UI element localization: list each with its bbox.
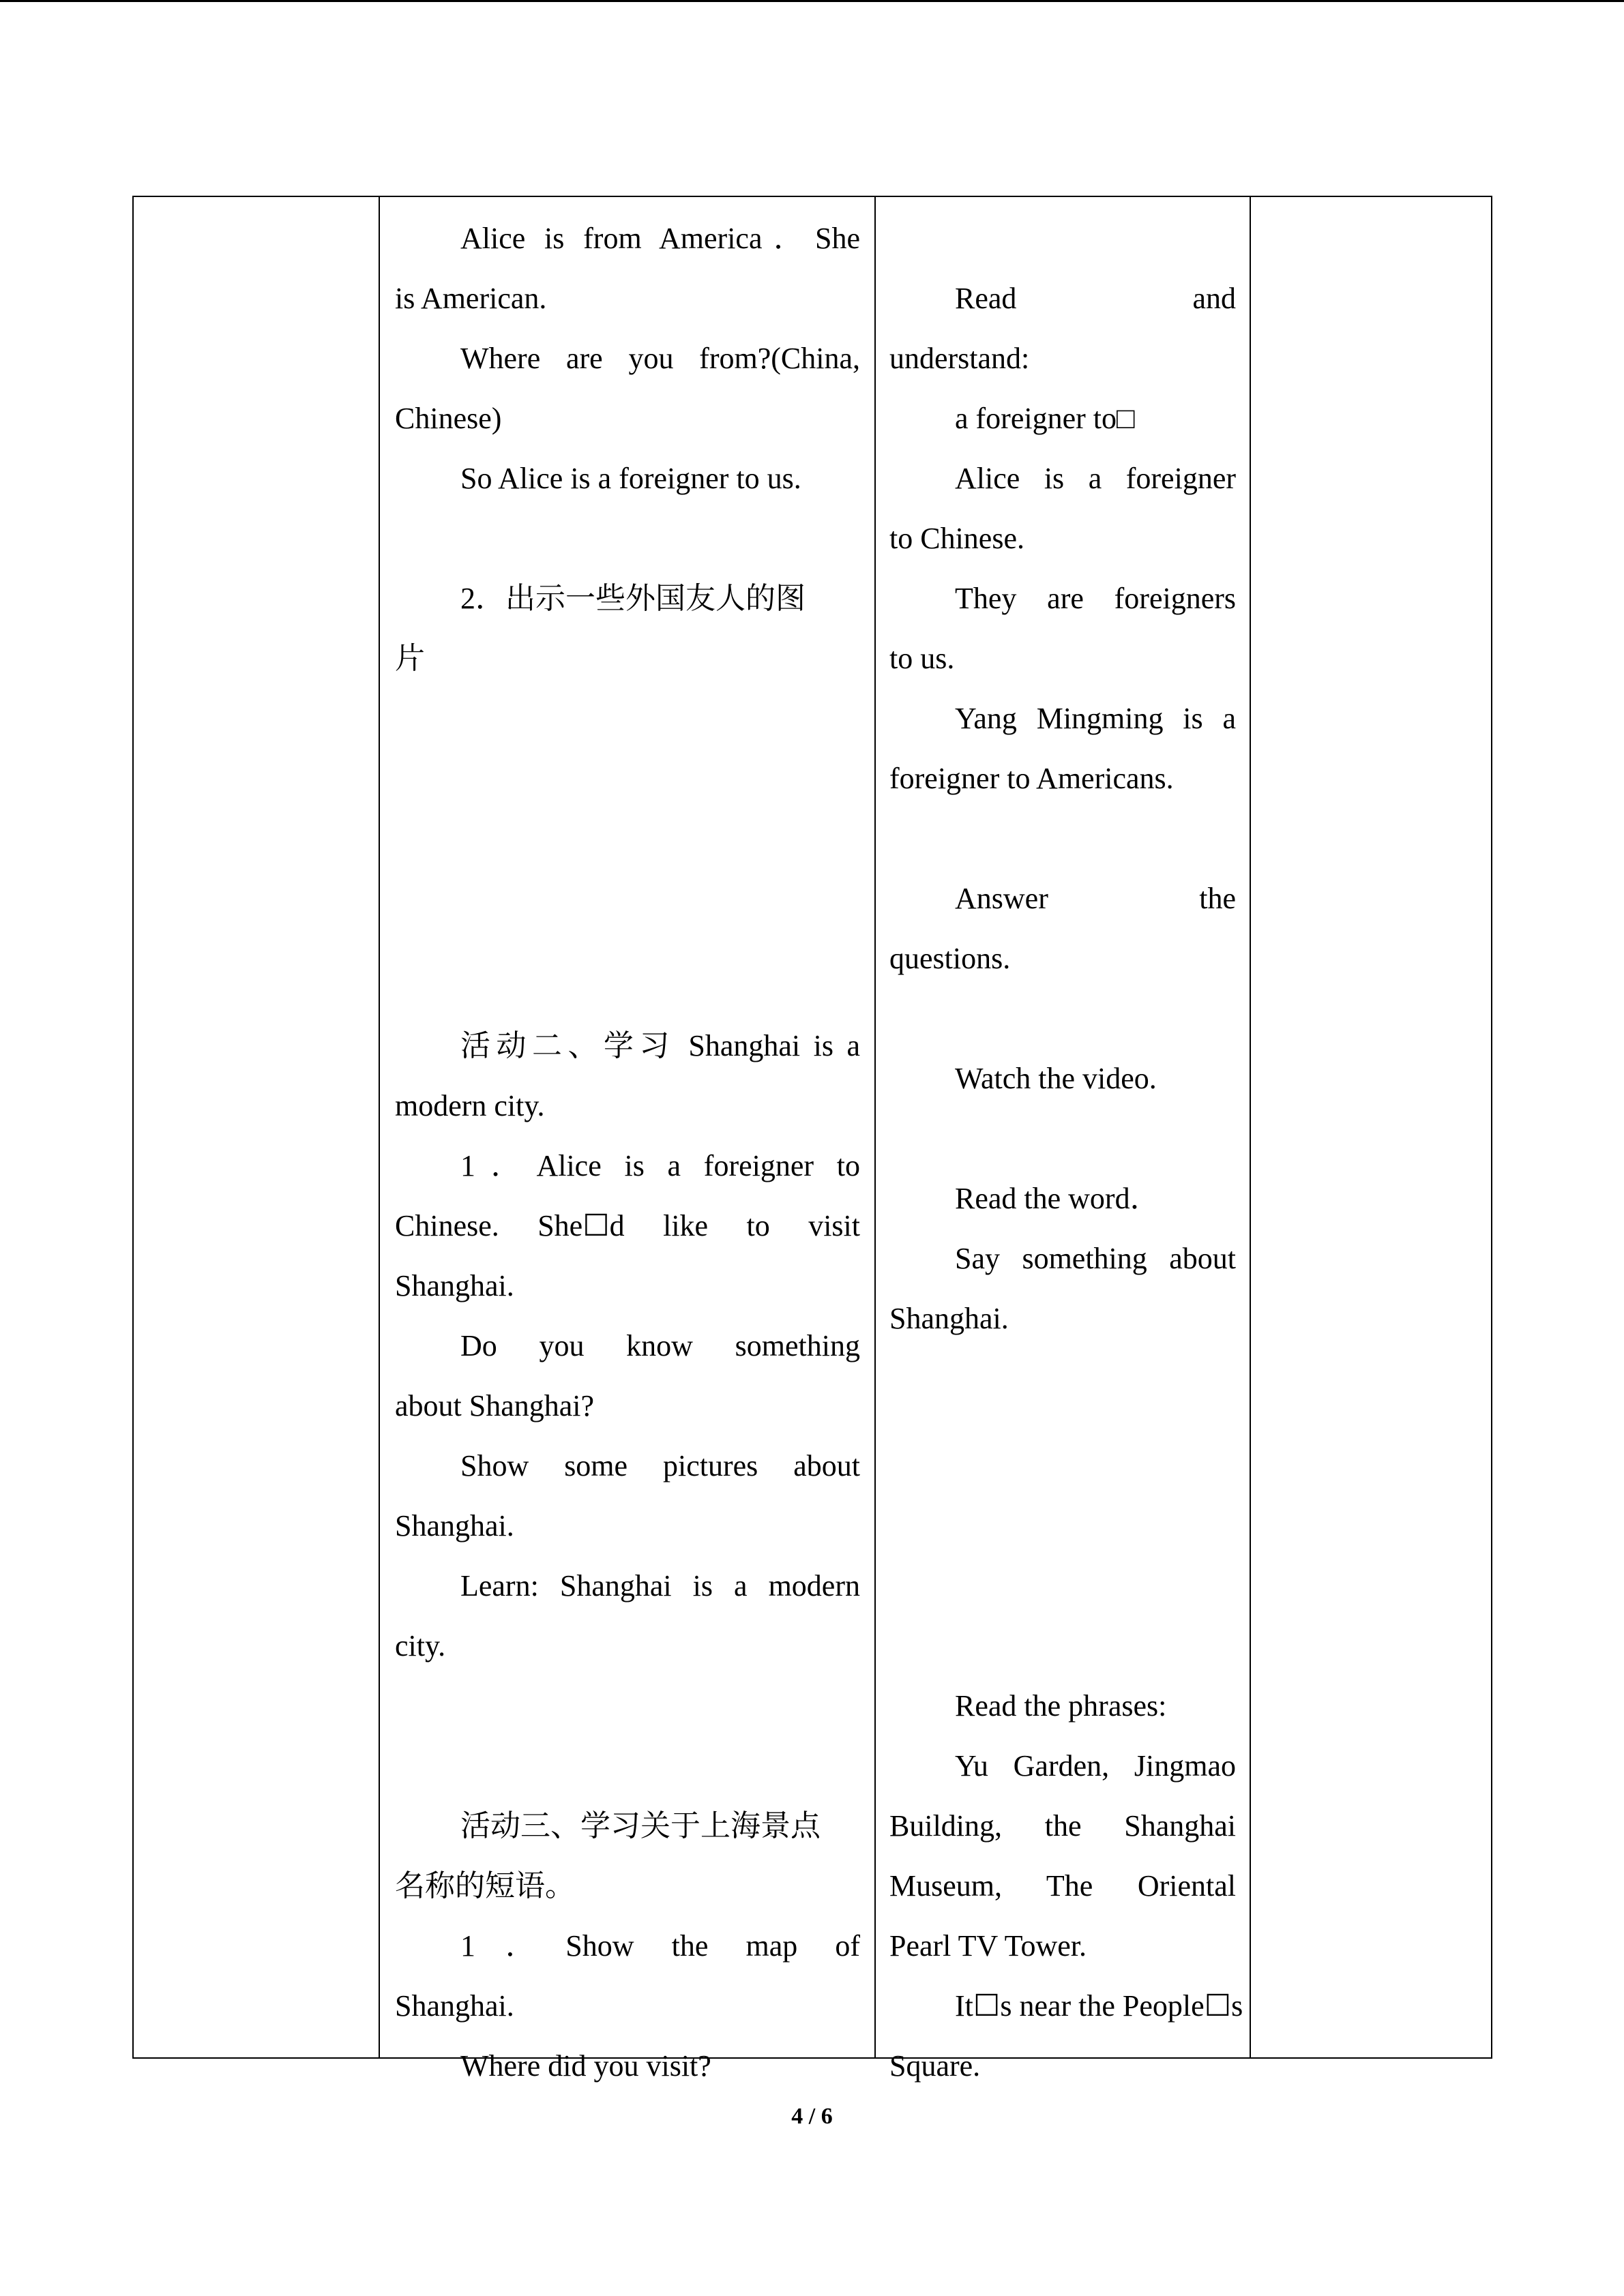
teacher-text-line: Alice is from America．She bbox=[460, 222, 860, 255]
teacher-text-line: 名称的短语。 bbox=[395, 1869, 575, 1903]
teacher-text-line: Show some pictures about bbox=[460, 1449, 860, 1482]
student-text-line: Yang Mingming is a bbox=[955, 702, 1236, 735]
student-text-line: Read the phrases: bbox=[955, 1689, 1167, 1723]
teacher-text-line: Shanghai. bbox=[395, 1989, 514, 2023]
teacher-text-line: Where did you visit? bbox=[460, 2049, 711, 2083]
student-text-line: Watch the video. bbox=[955, 1062, 1157, 1095]
teacher-text-line: 1．Show the map of bbox=[460, 1929, 860, 1963]
student-text-line: questions. bbox=[889, 942, 1011, 975]
student-text-line: Yu Garden, Jingmao bbox=[955, 1749, 1236, 1783]
table-cell-column-1 bbox=[134, 197, 379, 2057]
teacher-text-line: Shanghai. bbox=[395, 1269, 514, 1302]
teacher-text-line: Learn: Shanghai is a modern bbox=[460, 1569, 860, 1602]
teacher-text-line: 1．Alice is a foreigner to bbox=[460, 1149, 860, 1182]
student-text-line: It☐s near the People☐s bbox=[955, 1989, 1243, 2023]
teacher-text-line: 片 bbox=[395, 642, 425, 675]
student-text-line: Read the word． bbox=[955, 1182, 1160, 1215]
student-text-line: Read and bbox=[955, 282, 1236, 315]
teacher-text-line: 活动二、学习 Shanghai is a bbox=[460, 1029, 860, 1062]
student-text-line: Alice is a foreigner bbox=[955, 462, 1236, 495]
teacher-text-line: Where are you from?(China, bbox=[460, 342, 860, 375]
teacher-text-line: city. bbox=[395, 1629, 446, 1663]
student-text-line: to Chinese. bbox=[889, 522, 1024, 555]
top-border-rule bbox=[0, 0, 1624, 2]
student-text-line: Shanghai. bbox=[889, 1302, 1009, 1335]
student-text-line: a foreigner to□ bbox=[955, 402, 1135, 435]
teacher-text-line: Do you know something bbox=[460, 1329, 860, 1362]
page-number: 4 / 6 bbox=[791, 2104, 833, 2129]
teacher-text-line: Chinese. She☐d like to visit bbox=[395, 1209, 860, 1242]
student-text-line: to us. bbox=[889, 642, 955, 675]
student-text-line: Answer the bbox=[955, 882, 1236, 915]
student-text-line: foreigner to Americans. bbox=[889, 762, 1174, 795]
column-divider bbox=[874, 197, 876, 2057]
student-text-line: Square. bbox=[889, 2049, 981, 2083]
student-text-line: Say something about bbox=[955, 1242, 1236, 1275]
teacher-text-line: about Shanghai? bbox=[395, 1389, 595, 1422]
student-text-line: Building, the Shanghai bbox=[889, 1809, 1236, 1843]
teacher-text-line: 2．出示一些外国友人的图 bbox=[460, 582, 806, 615]
table-cell-teacher-activities bbox=[395, 197, 860, 2083]
table-cell-student-activities bbox=[889, 197, 1243, 2083]
student-text-line: Museum, The Oriental bbox=[889, 1869, 1236, 1903]
table-cell-column-4 bbox=[1251, 197, 1491, 2057]
student-text-line: Pearl TV Tower. bbox=[889, 1929, 1087, 1963]
teacher-text-line: is American. bbox=[395, 282, 547, 315]
teacher-text-line: modern city. bbox=[395, 1089, 545, 1122]
teacher-text-line: So Alice is a foreigner to us. bbox=[460, 462, 801, 495]
teacher-text-line: Chinese) bbox=[395, 402, 502, 435]
teacher-text-line: Shanghai. bbox=[395, 1509, 514, 1542]
student-text-line: They are foreigners bbox=[955, 582, 1236, 615]
lesson-plan-table bbox=[132, 196, 1492, 2083]
column-divider bbox=[379, 197, 380, 2057]
teacher-text-line: 活动三、学习关于上海景点 bbox=[460, 1809, 821, 1843]
student-text-line: understand: bbox=[889, 342, 1030, 375]
